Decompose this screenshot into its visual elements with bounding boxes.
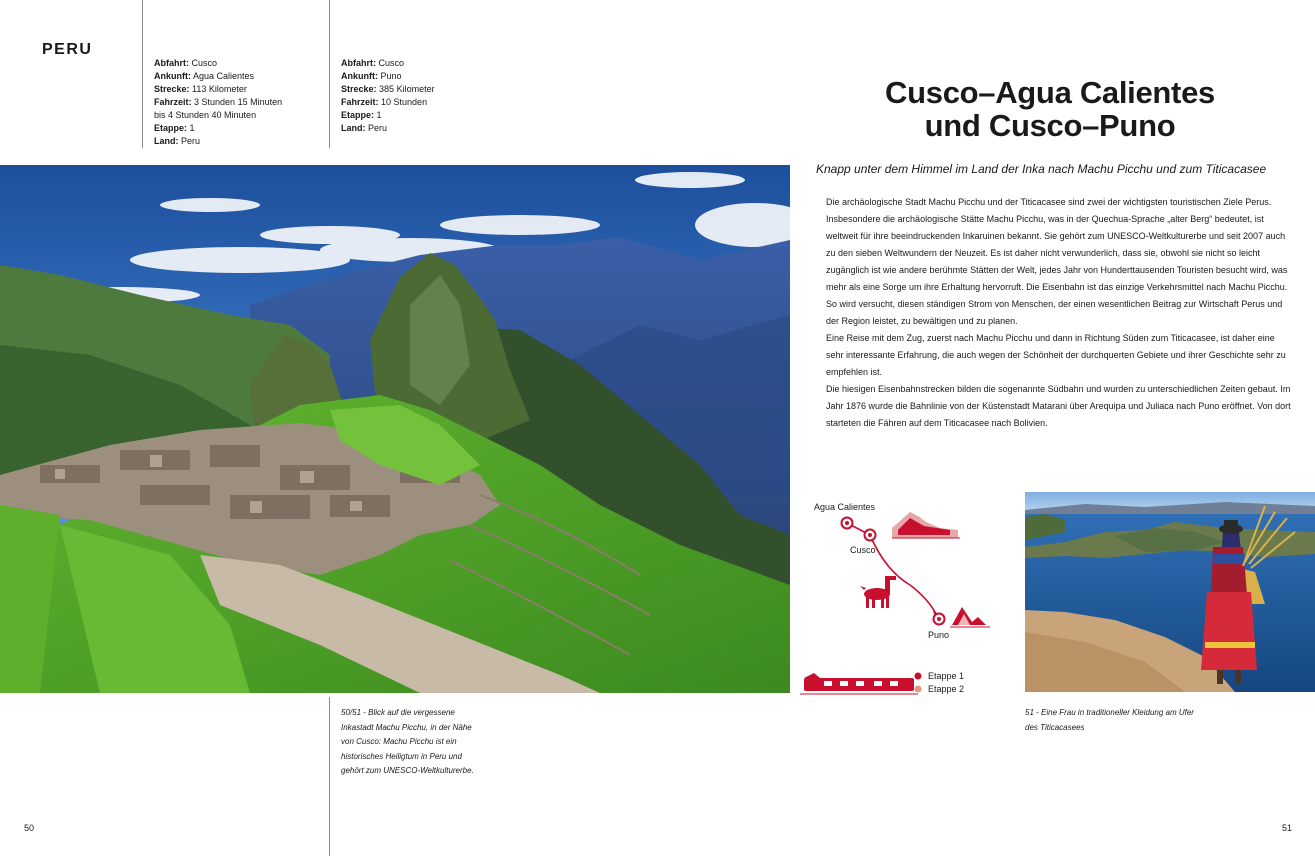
station-agua-icon — [842, 518, 853, 529]
route-info-row — [341, 70, 435, 83]
title-line-2: und Cusco–Puno — [924, 108, 1176, 143]
route-info-label: Ankunft: — [154, 71, 191, 81]
titicaca-photo-caption: 51 - Eine Frau in traditioneller Kleidung am Ufer des Titicacasees — [1025, 708, 1194, 732]
route-info-row — [341, 83, 435, 96]
body-paragraph: Die archäologische Stadt Machu Picchu und der Titicacasee sind zwei der wichtigsten touristischen Ziele Perus. Insbesondere die archäologische Stätte Machu Picchu, was in der Quechua-Sprache „alter Berg“ bedeutet, ist weltweit für ihre beeindruckenden Inkaruinen bekannt. Sie gehört zum UNESCO-Weltkulturerbe und seit 2007 auch zu den sieben Weltwundern der Neuzeit. Es ist daher nicht verwunderlich, dass sie, obwohl sie nicht so leicht zugänglich ist wie andere berühmte Stätten der Welt, jedes Jahr von Hunderttausenden Touristen besucht wird, was mehr als eine Sorge um ihre Erhaltung hervorruft. Die Eisenbahn ist das einzige Verkehrsmittel nach Machu Picchu. So wird versucht, diesen ständigen Strom von Menschen, der einen wesentlichen Beitrag zur Wirtschaft Perus und der Region leistet, zu bewältigen und zu planen. — [826, 197, 1288, 326]
route-info-value: 113 Kilometer — [192, 84, 247, 94]
machu-picchu-photo — [0, 165, 790, 693]
legend-dot-2-icon — [915, 686, 922, 693]
route-info-row — [341, 57, 435, 70]
titicaca-photo — [1025, 492, 1315, 692]
body-paragraph: Die hiesigen Eisenbahnstrecken bilden die sogenannte Südbahn und wurden zu unterschiedlichen Zeiten gebaut. Im Jahr 1876 wurde die Bahnlinie von der Küstenstadt Matarani über Arequipa und Juliaca nach Puno eröffnet. Von dort starteten die Fähren auf dem Titicacasee nach Bolivien. — [826, 384, 1291, 428]
map-label-cusco: Cusco — [850, 545, 876, 555]
route-info-value: Peru — [368, 123, 388, 133]
llama-icon — [860, 576, 896, 608]
route-info-value: Cusco — [378, 58, 405, 68]
route-info-label: Etappe: — [154, 123, 188, 133]
legend-dot-1-icon — [915, 673, 922, 680]
divider-line — [329, 697, 330, 856]
route-info-value: 1 — [376, 110, 382, 120]
route-info-row — [154, 57, 282, 70]
route-info-row — [341, 122, 435, 135]
route-info-row — [154, 70, 282, 83]
titicaca-hills-icon — [950, 607, 990, 627]
route-info-label: Ankunft: — [341, 71, 378, 81]
map-label-puno: Puno — [928, 630, 950, 640]
route-info-value: Agua Calientes — [193, 71, 255, 81]
route-info-label: Abfahrt: — [341, 58, 376, 68]
route-line-puno — [870, 535, 938, 618]
country-heading: PERU — [42, 41, 93, 58]
route-info-value: Puno — [380, 71, 402, 81]
legend-label-2: Etappe 2 — [928, 684, 965, 694]
page-number-right: 51 — [1282, 823, 1293, 833]
machu-picchu-mountain-icon — [892, 512, 960, 538]
route-info-label: Land: — [341, 123, 366, 133]
route-info-row — [154, 83, 282, 96]
station-puno-icon — [934, 614, 945, 625]
route-info-row — [341, 96, 435, 109]
route-info-label: Strecke: — [341, 84, 377, 94]
article-body — [826, 194, 1291, 432]
route-info-value: 1 — [189, 123, 195, 133]
article-title — [800, 76, 1300, 142]
route-info-value: Cusco — [191, 58, 218, 68]
route-info-label: Land: — [154, 136, 179, 146]
station-cusco-icon — [865, 530, 876, 541]
route-info-row — [154, 96, 282, 109]
route-info-label: Etappe: — [341, 110, 375, 120]
route-info-row — [341, 109, 435, 122]
article-subtitle: Knapp unter dem Himmel im Land der Inka nach Machu Picchu und zum Titicacasee — [816, 162, 1267, 176]
route-info-row — [154, 122, 282, 135]
route-info-row — [154, 135, 282, 148]
title-line-1: Cusco–Agua Calientes — [885, 75, 1215, 110]
route-info-value: 385 Kilometer — [379, 84, 435, 94]
route-info-value: bis 4 Stunden 40 Minuten — [154, 110, 257, 120]
route-info-label: Strecke: — [154, 84, 190, 94]
route-info-2 — [341, 57, 435, 135]
page-number-left: 50 — [24, 823, 35, 833]
map-label-agua: Agua Calientes — [814, 502, 876, 512]
divider-line — [142, 0, 143, 148]
route-info-label: Abfahrt: — [154, 58, 189, 68]
body-paragraph: Eine Reise mit dem Zug, zuerst nach Machu Picchu und dann in Richtung Süden zum Titicacasee, ist daher eine sehr interessante Erfahrung, die auch wegen der Schönheit der durchquerten Gebiete und ihrer Geschichte sehr zu empfehlen ist. — [826, 333, 1286, 377]
train-icon — [800, 673, 918, 694]
route-info-value: 10 Stunden — [381, 97, 428, 107]
route-info-label: Fahrzeit: — [341, 97, 379, 107]
route-info-row — [154, 109, 282, 122]
legend-label-1: Etappe 1 — [928, 671, 965, 681]
route-info-value: 3 Stunden 15 Minuten — [194, 97, 283, 107]
route-info-label: Fahrzeit: — [154, 97, 192, 107]
route-info-1 — [154, 57, 282, 148]
route-info-value: Peru — [181, 136, 201, 146]
divider-line — [329, 0, 330, 148]
main-photo-caption: 50/51 - Blick auf die vergessene Inkastadt Machu Picchu, in der Nähe von Cusco: Machu Picchu ist ein historisches Heiligtum in Peru und gehört zum UNESCO-Weltkulturerbe. — [341, 708, 474, 775]
route-map — [800, 490, 1015, 700]
